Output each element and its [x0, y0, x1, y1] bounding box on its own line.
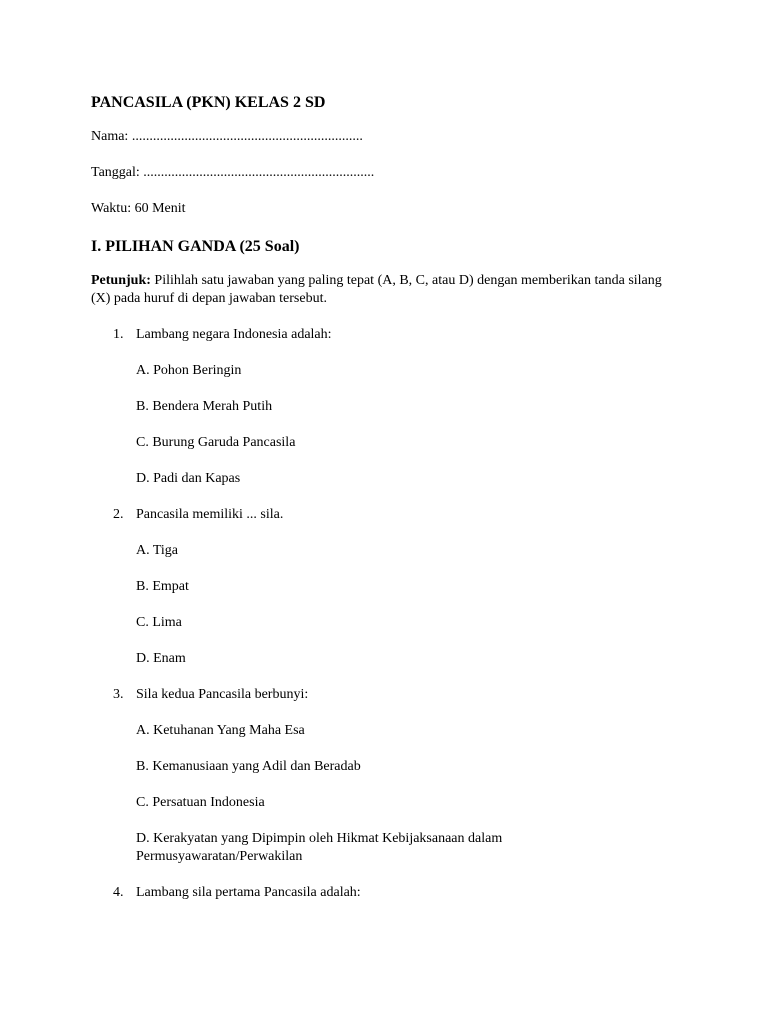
document-page	[91, 92, 681, 920]
option-d: D. Padi dan Kapas	[136, 471, 241, 486]
question-1	[91, 326, 681, 488]
option-c: C. Burung Garuda Pancasila	[136, 435, 296, 450]
document-title: PANCASILA (PKN) KELAS 2 SD	[91, 94, 326, 111]
instruction-label: Petunjuk:	[91, 273, 151, 288]
option-a: A. Pohon Beringin	[136, 363, 242, 378]
option-b: B. Bendera Merah Putih	[136, 399, 273, 414]
question-text: Pancasila memiliki ... sila.	[136, 507, 284, 522]
question-text: Lambang negara Indonesia adalah:	[136, 327, 332, 342]
instruction-text: Pilihlah satu jawaban yang paling tepat (A, B, C, atau D) dengan memberikan tanda silang (X) pada huruf di depan jawaban tersebut.	[91, 273, 662, 306]
section-title: I. PILIHAN GANDA (25 Soal)	[91, 238, 300, 255]
option-b: B. Kemanusiaan yang Adil dan Beradab	[136, 759, 361, 774]
question-list	[91, 326, 681, 902]
option-b: B. Empat	[136, 579, 189, 594]
time-field: Waktu: 60 Menit	[91, 201, 186, 216]
question-number: 3.	[113, 687, 124, 702]
question-2	[91, 506, 681, 668]
question-number: 1.	[113, 327, 124, 342]
option-d: D. Kerakyatan yang Dipimpin oleh Hikmat Kebijaksanaan dalam Permusyawaratan/Perwakilan	[136, 831, 503, 864]
question-text: Sila kedua Pancasila berbunyi:	[136, 687, 309, 702]
question-text: Lambang sila pertama Pancasila adalah:	[136, 885, 361, 900]
date-field: Tanggal: ..................................................................	[91, 165, 375, 180]
option-c: C. Persatuan Indonesia	[136, 795, 265, 810]
question-4	[91, 884, 681, 902]
name-field: Nama: ..................................................................	[91, 129, 363, 144]
option-c: C. Lima	[136, 615, 182, 630]
question-number: 2.	[113, 507, 124, 522]
option-d: D. Enam	[136, 651, 186, 666]
question-number: 4.	[113, 885, 124, 900]
instruction	[91, 272, 681, 308]
option-a: A. Ketuhanan Yang Maha Esa	[136, 723, 305, 738]
option-a: A. Tiga	[136, 543, 179, 558]
question-3	[91, 686, 681, 866]
